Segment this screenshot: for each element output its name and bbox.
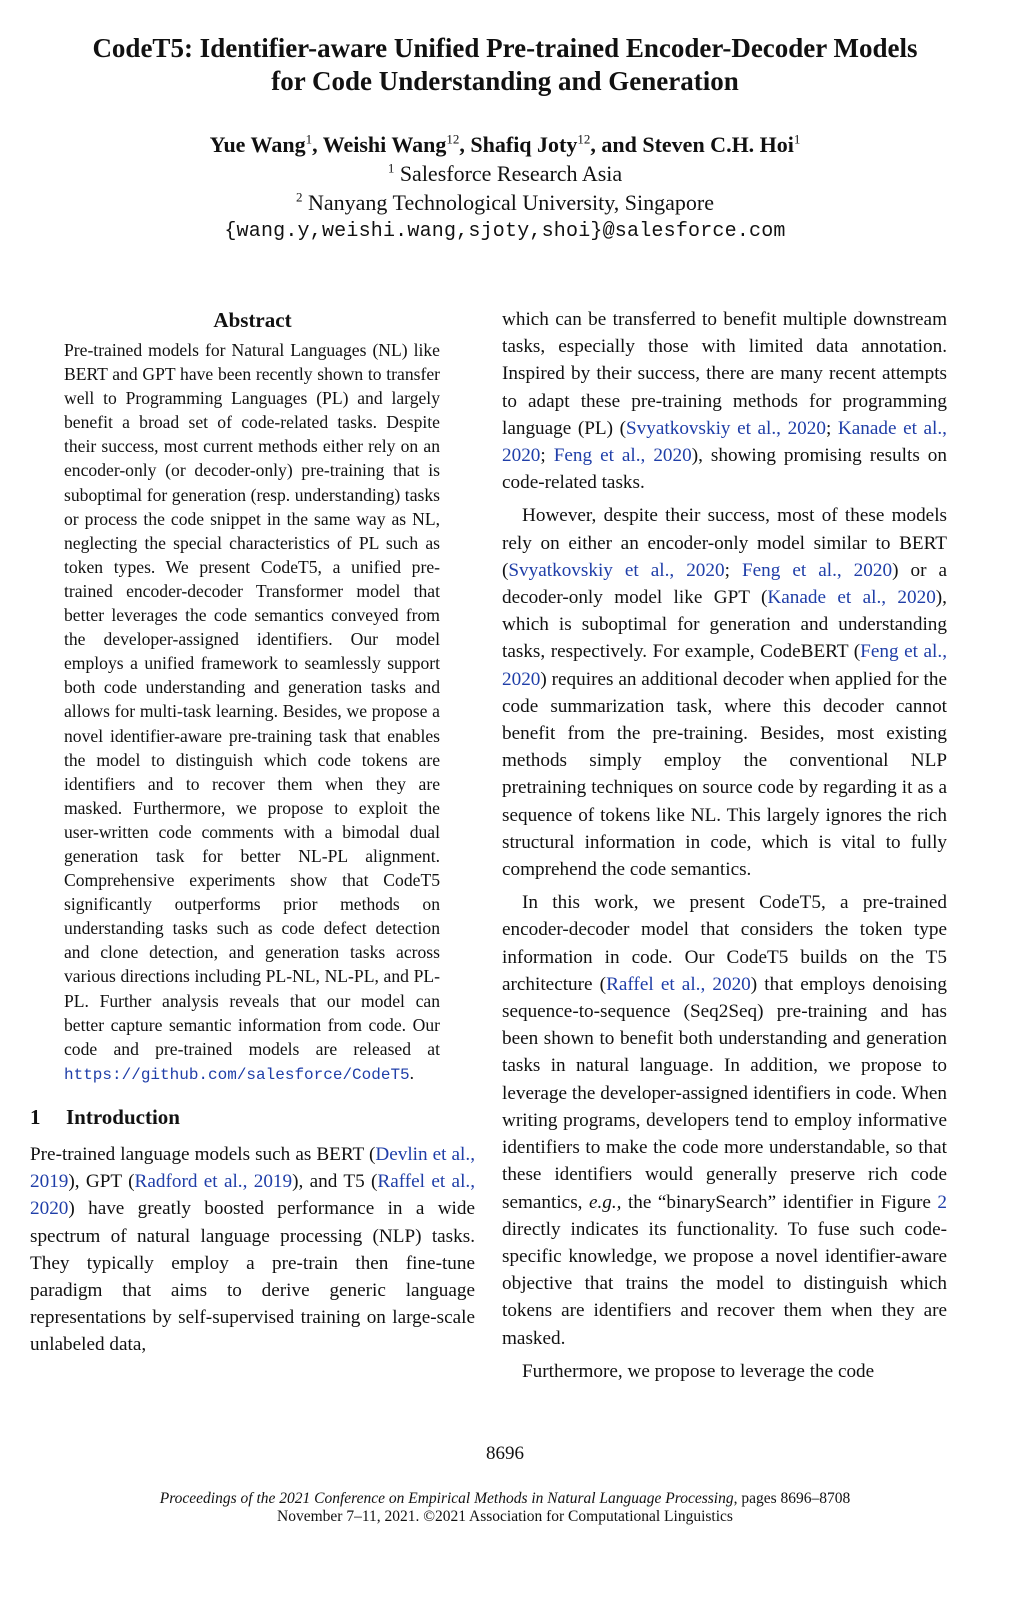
intro-paragraph-4: Furthermore, we propose to leverage the code [522,1360,875,1382]
citation-link[interactable]: Raffel et al., 2020 [606,973,751,995]
affiliation-2: $^2$ Nanyang Technological University, Singapore [296,189,714,215]
citation-link[interactable]: Feng et al., 2020 [553,445,692,467]
paper-title [40,32,970,98]
citation-link[interactable]: Kanade et al., 2020 [767,587,936,609]
intro-paragraph-1-continued: which can be transferred to benefit multiple downstream tasks, especially those with limited data annotation. Inspired by their success, there are many recent attempts to adapt these pre-training methods for programming language (PL) (Svyatkovskiy et al., 2020; Kanade et al., 2020; Feng et al., 2020), showing promising results on code-related tasks. [502,309,947,494]
citation-link[interactable]: Svyatkovskiy et al., 2020 [508,559,725,581]
figure-reference-link[interactable]: 2 [937,1191,947,1213]
section-heading-introduction: 1 Introduction [30,1104,180,1129]
author-4: Steven C.H. Hoi [642,132,794,157]
intro-paragraph-3: In this work, we present CodeT5, a pre-trained encoder-decoder model that considers the token type information in code. Our CodeT5 builds on the T5 architecture (Raffel et al., 2020) that employs denoising sequence-to-sequence (Seq2Seq) pre-training and has been shown to benefit both understanding and generation tasks in natural language. In addition, we propose to leverage the developer-assigned identifiers in code. When writing programs, developers tend to employ informative identifiers to make the code more understandable, so that these identifiers would generally preserve rich code semantics, e.g., the “binarySearch” identifier in Figure 2 directly indicates its functionality. To fuse such code-specific knowledge, we propose a novel identifier-aware objective that trains the model to distinguish which tokens are identifiers and recover them when they are masked. [502,892,947,1349]
author-3-affil: 12 [577,131,591,147]
author-emails: {wang.y,weishi.wang,sjoty,shoi}@salesforce.com [224,220,786,243]
citation-link[interactable]: Kanade et al., 2020 [502,417,947,467]
citation-link[interactable]: Devlin et al., 2019 [30,1143,475,1193]
title-line-2: for Code Understanding and Generation [271,66,739,96]
intro-paragraph-1: Pre-trained language models such as BERT (Devlin et al., 2019), GPT (Radford et al., 2019), and T5 (Raffel et al., 2020) have greatly boosted performance in a wide spectrum of natural language processing (NLP) tasks. They typically employ a pre-train then fine-tune paradigm that aims to derive generic language representations by self-supervised training on large-scale unlabeled data, [30,1143,475,1356]
citation-link[interactable]: Radford et al., 2019 [134,1171,293,1193]
right-column [502,306,947,1385]
author-3: Shafiq Joty [470,132,578,157]
author-2-affil: 12 [446,131,460,147]
affiliation-1: $^1$ Salesforce Research Asia [387,160,623,186]
footer-line-2: November 7–11, 2021. ©2021 Association for Computational Linguistics [277,1508,733,1525]
author-names: Yue Wang$^1$, Weishi Wang$^{12}$, Shafiq Joty$^{12}$, and Steven C.H. Hoi$^1$ [209,131,801,157]
title-line-1: CodeT5: Identifier-aware Unified Pre-trained Encoder-Decoder Models [92,33,918,63]
code-link[interactable]: https://github.com/salesforce/CodeT5 [64,1065,410,1084]
author-block [40,130,970,246]
intro-paragraph-2: However, despite their success, most of these models rely on either an encoder-only model similar to BERT (Svyatkovskiy et al., 2020; Feng et al., 2020) or a decoder-only model like GPT (Kanade et al., 2020), which is suboptimal for generation and understanding tasks, respectively. For example, CodeBERT (Feng et al., 2020) requires an additional decoder when applied for the code summarization task, where this decoder cannot benefit from the pre-training. Besides, most existing methods simply employ the conventional NLP pretraining techniques on source code by regarding it as a sequence of tokens like NL. This largely ignores the rich structural information in code, which is vital to fully comprehend the code semantics. [502,505,947,881]
citation-link[interactable]: Raffel et al., 2020 [30,1171,475,1220]
footer-line-1: Proceedings of the 2021 Conference on Empirical Methods in Natural Language Processing, pages 8696–8708 [159,1490,851,1507]
citation-link[interactable]: Feng et al., 2020 [741,559,893,581]
author-1: Yue Wang [209,132,306,157]
proceedings-footer [40,1490,970,1526]
author-4-affil: 1 [793,131,801,147]
author-2: Weishi Wang [322,132,447,157]
citation-link[interactable]: Svyatkovskiy et al., 2020 [626,417,826,439]
left-column [30,306,475,1359]
author-1-affil: 1 [305,131,313,147]
citation-link[interactable]: Feng et al., 2020 [502,641,947,690]
abstract-heading: Abstract [213,308,292,332]
page-number: 8696 [486,1443,524,1464]
abstract-text: Pre-trained models for Natural Languages (NL) like BERT and GPT have been recently shown to transfer well to Programming Languages (PL) and largely benefit a broad set of code-related tasks. Despite their success, most current methods either rely on an encoder-only (or decoder-only) pre-training that is suboptimal for generation (resp. understanding) tasks or process the code snippet in the same way as NL, neglecting the special characteristics of PL such as token types. We present CodeT5, a unified pre-trained encoder-decoder Transformer model that better leverages the code semantics conveyed from the developer-assigned identifiers. Our model employs a unified framework to seamlessly support both code understanding and generation tasks and allows for multi-task learning. Besides, we propose a novel identifier-aware pre-training task that enables the model to distinguish which code tokens are identifiers and to recover them when they are masked. Furthermore, we propose to exploit the user-written code comments with a bimodal dual generation task for better NL-PL alignment. Comprehensive experiments show that CodeT5 significantly outperforms prior methods on understanding tasks such as code defect detection and clone detection, and generation tasks across various directions including PL-NL, NL-PL, and PL-PL. Further analysis reveals that our model can better capture semantic information from code. Our code and pre-trained models are released at https://github.com/salesforce/CodeT5. [64,340,440,1084]
